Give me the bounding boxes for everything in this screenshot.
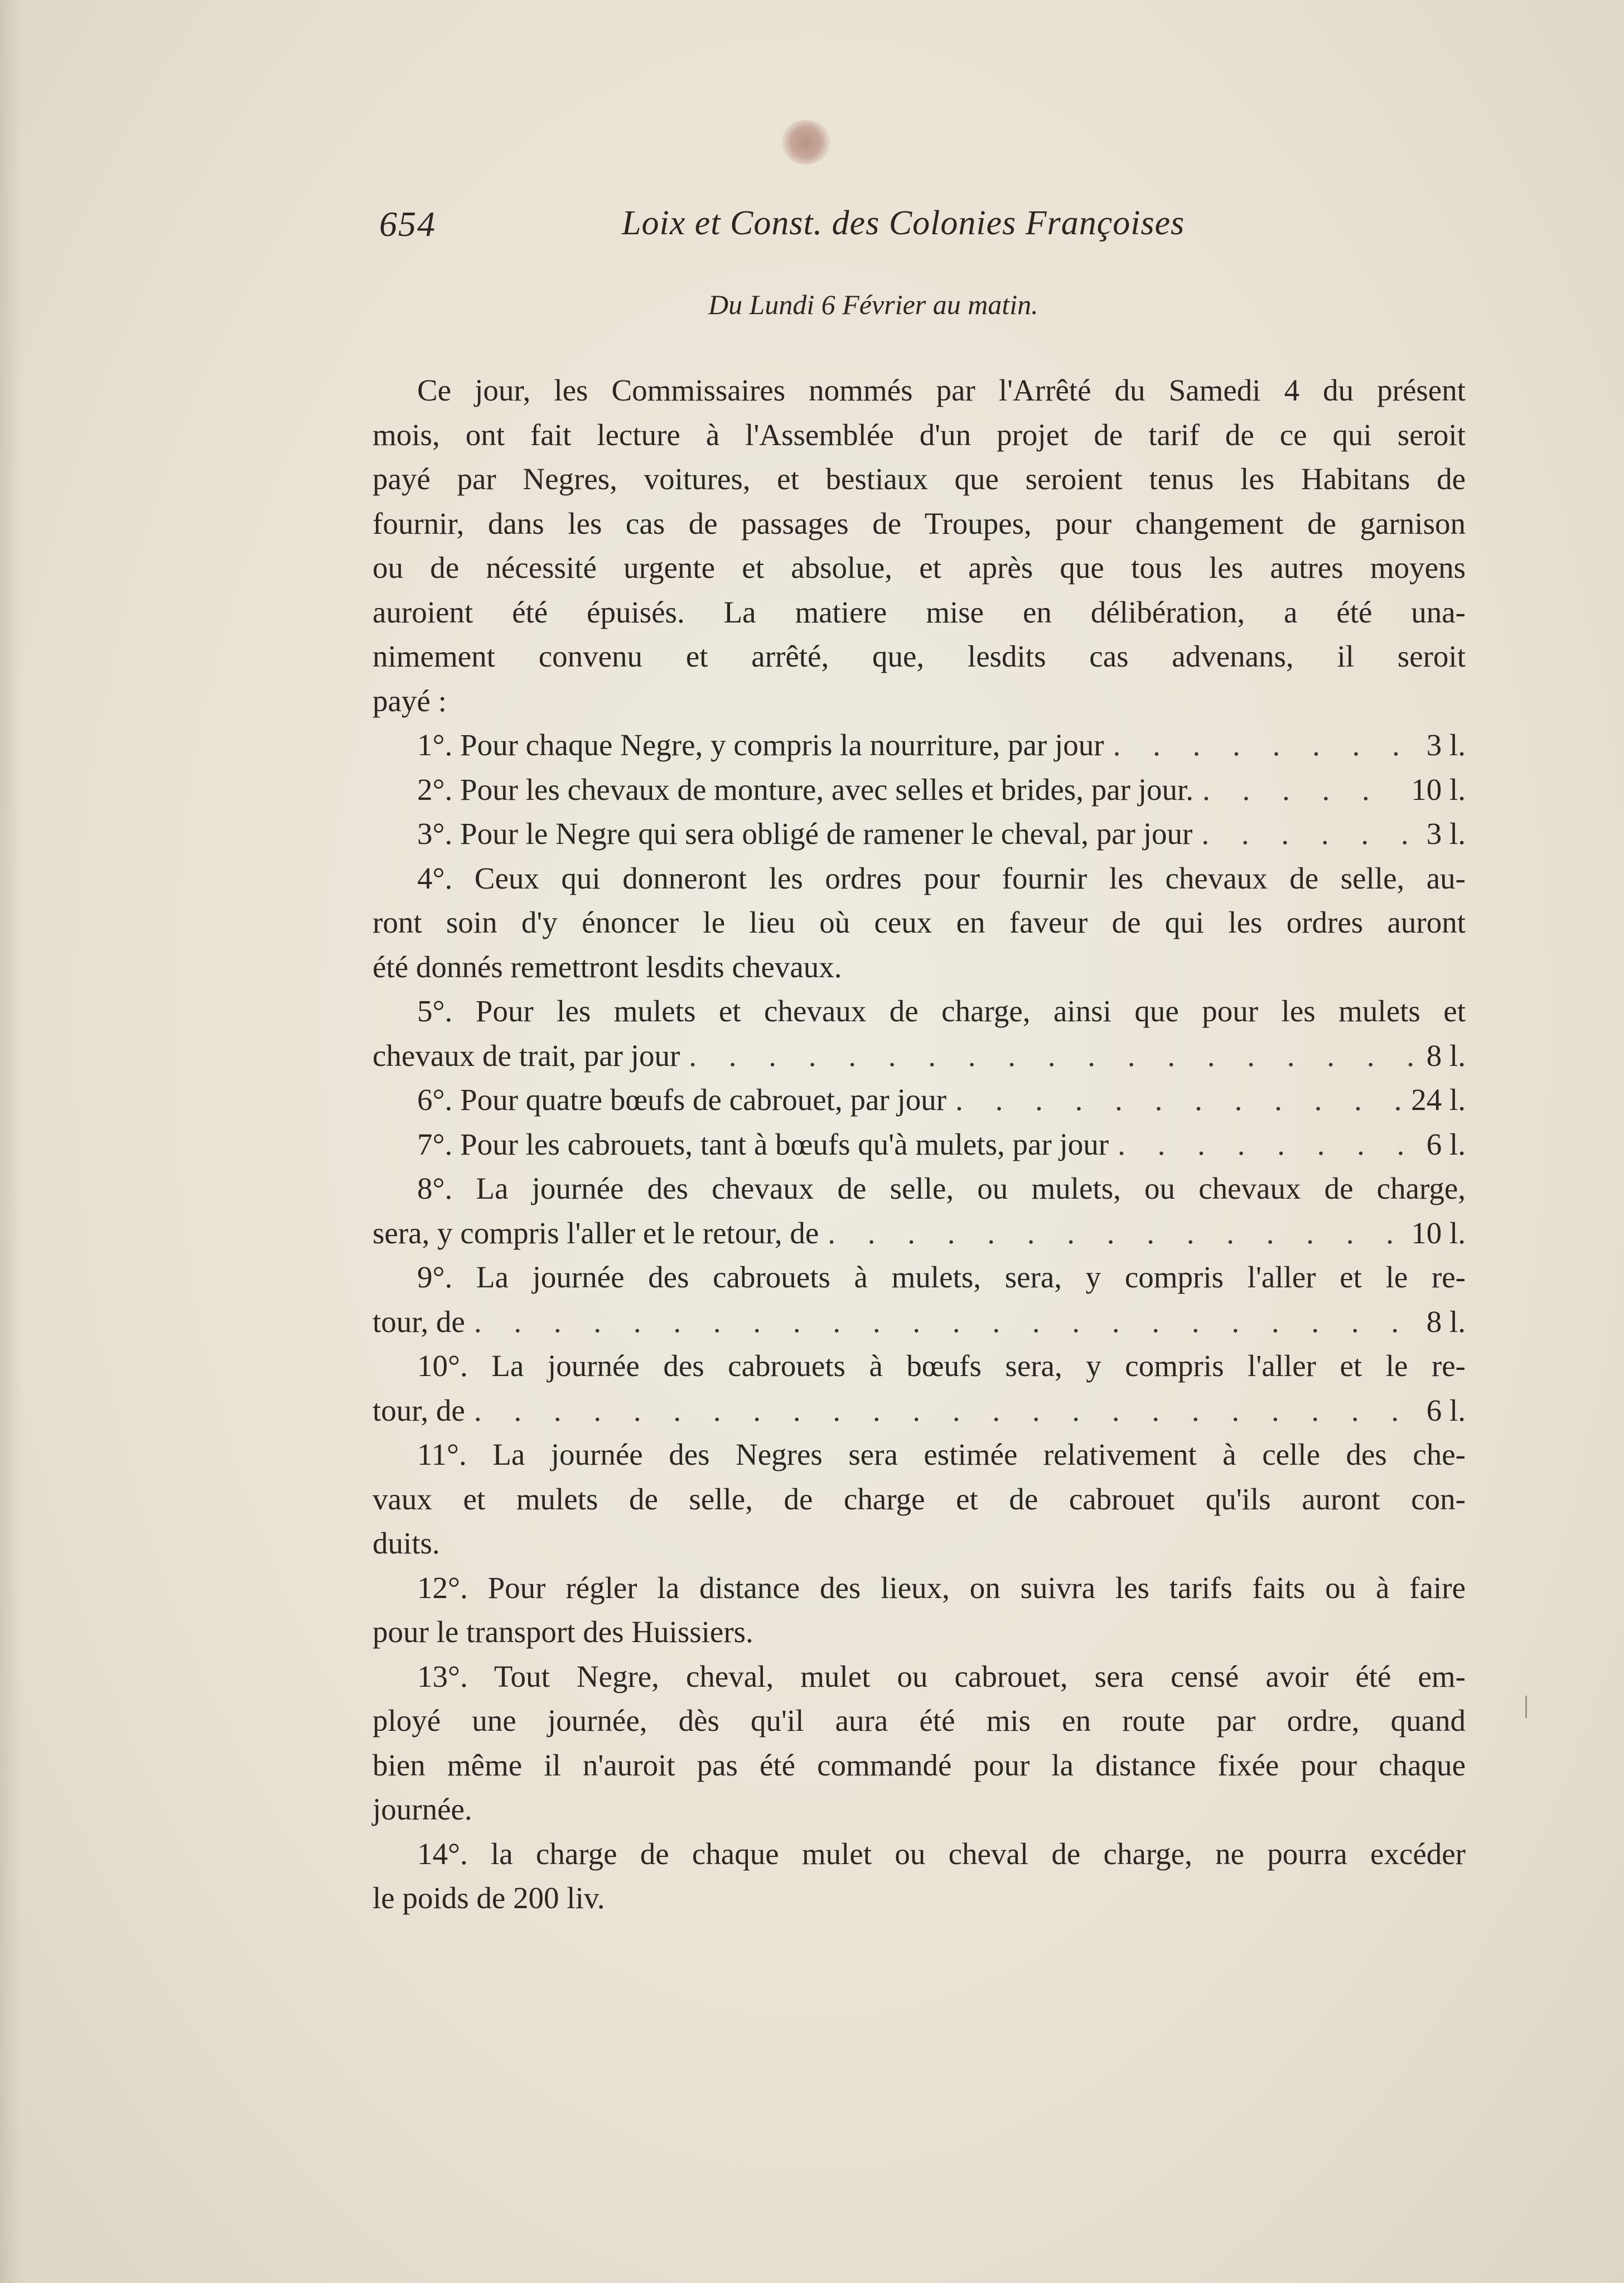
text-line: ou de nécessité urgente et absolue, et après que tous les autres moyens: [373, 551, 1466, 585]
tariff-label: 3°. Pour le Negre qui sera obligé de ramener le cheval, par jour: [417, 817, 1193, 851]
text-line: pour le transport des Huissiers.: [373, 1615, 753, 1649]
dot-leader: [689, 1034, 1417, 1078]
tariff-label: 1°. Pour chaque Negre, y compris la nourriture, par jour: [417, 728, 1104, 762]
text-line: 9°. La journée des cabrouets à mulets, sera, y compris l'aller et le re-: [417, 1260, 1466, 1294]
text-line: duits.: [373, 1526, 440, 1560]
text-line: payé par Negres, voitures, et bestiaux que seroient tenus les Habitans de: [373, 462, 1466, 496]
tariff-amount: 3 l.: [1426, 728, 1466, 762]
text-line: fournir, dans les cas de passages de Troupes, pour changement de garnison: [373, 506, 1466, 540]
tariff-label: 6°. Pour quatre bœufs de cabrouet, par jour: [417, 1083, 947, 1117]
tariff-item-8: [373, 1211, 1466, 1256]
margin-mark: [1525, 1696, 1527, 1718]
tariff-item-10: [373, 1388, 1466, 1433]
ink-stain: [781, 120, 831, 165]
text-line: auroient été épuisés. La matiere mise en délibération, a été una-: [373, 595, 1466, 629]
text-line: bien même il n'auroit pas été commandé pour la distance fixée pour chaque: [373, 1748, 1466, 1782]
dot-leader: [1201, 812, 1417, 856]
text-line: ront soin d'y énoncer le lieu où ceux en faveur de qui les ordres auront: [373, 905, 1466, 939]
tariff-label: chevaux de trait, par jour: [373, 1038, 680, 1073]
text-line: 8°. La journée des chevaux de selle, ou mulets, ou chevaux de charge,: [417, 1171, 1466, 1205]
text-line: 5°. Pour les mulets et chevaux de charge, ainsi que pour les mulets et: [417, 994, 1466, 1028]
tariff-amount: 6 l.: [1426, 1127, 1466, 1161]
session-date: Du Lundi 6 Février au matin.: [708, 289, 1038, 320]
page-header: [379, 204, 1249, 254]
tariff-amount: 8 l.: [1426, 1038, 1466, 1073]
tariff-item-3: [373, 812, 1466, 856]
tariff-amount: 3 l.: [1426, 817, 1466, 851]
text-line: 4°. Ceux qui donneront les ordres pour fournir les chevaux de selle, au-: [417, 861, 1466, 895]
dot-leader: [474, 1388, 1418, 1433]
running-title: Loix et Const. des Colonies Françoises: [622, 204, 1185, 242]
tariff-item-6: [373, 1078, 1466, 1122]
text-line: 10°. La journée des cabrouets à bœufs sera, y compris l'aller et le re-: [417, 1349, 1466, 1383]
text-line: 14°. la charge de chaque mulet ou cheval de charge, ne pourra excéder: [417, 1836, 1466, 1871]
tariff-label: 7°. Pour les cabrouets, tant à bœufs qu'à mulets, par jour: [417, 1127, 1109, 1161]
tariff-amount: 10 l.: [1411, 1215, 1466, 1250]
text-line: été donnés remettront lesdits chevaux.: [373, 949, 842, 984]
dot-leader: [1118, 1122, 1418, 1167]
tariff-amount: 8 l.: [1426, 1304, 1466, 1339]
dot-leader: [1113, 723, 1418, 768]
dot-leader: [828, 1211, 1402, 1256]
body-text: [373, 368, 1466, 1920]
text-line: le poids de 200 liv.: [373, 1881, 605, 1915]
text-line: journée.: [373, 1792, 472, 1826]
dot-leader: [1202, 768, 1402, 812]
text-line: ployé une journée, dès qu'il aura été mis en route par ordre, quand: [373, 1703, 1466, 1737]
dot-leader: [474, 1300, 1418, 1344]
text-line: payé :: [373, 683, 447, 718]
text-line: nimement convenu et arrêté, que, lesdits cas advenans, il seroit: [373, 639, 1466, 673]
tariff-label: tour, de: [373, 1393, 465, 1427]
tariff-amount: 10 l.: [1411, 772, 1466, 807]
text-line: 12°. Pour régler la distance des lieux, on suivra les tarifs faits ou à faire: [417, 1570, 1466, 1605]
tariff-item-2: [373, 768, 1466, 812]
tariff-item-9: [373, 1300, 1466, 1344]
tariff-item-5: [373, 1034, 1466, 1078]
text-line: 11°. La journée des Negres sera estimée relativement à celle des che-: [417, 1437, 1466, 1471]
page-edge-shadow: [0, 0, 22, 2283]
dot-leader: [955, 1078, 1402, 1122]
tariff-label: sera, y compris l'aller et le retour, de: [373, 1215, 819, 1250]
tariff-item-1: [373, 723, 1466, 768]
tariff-item-7: [373, 1122, 1466, 1167]
page-number: 654: [379, 204, 436, 244]
text-line: Ce jour, les Commissaires nommés par l'Arrêté du Samedi 4 du présent: [417, 373, 1466, 407]
tariff-label: 2°. Pour les chevaux de monture, avec selles et brides, par jour.: [417, 772, 1193, 807]
tariff-label: tour, de: [373, 1304, 465, 1339]
tariff-amount: 6 l.: [1426, 1393, 1466, 1427]
tariff-amount: 24 l.: [1411, 1083, 1466, 1117]
text-line: vaux et mulets de selle, de charge et de cabrouet qu'ils auront con-: [373, 1481, 1466, 1516]
text-line: 13°. Tout Negre, cheval, mulet ou cabrouet, sera censé avoir été em-: [417, 1659, 1466, 1693]
text-line: mois, ont fait lecture à l'Assemblée d'un projet de tarif de ce qui seroit: [373, 417, 1466, 452]
